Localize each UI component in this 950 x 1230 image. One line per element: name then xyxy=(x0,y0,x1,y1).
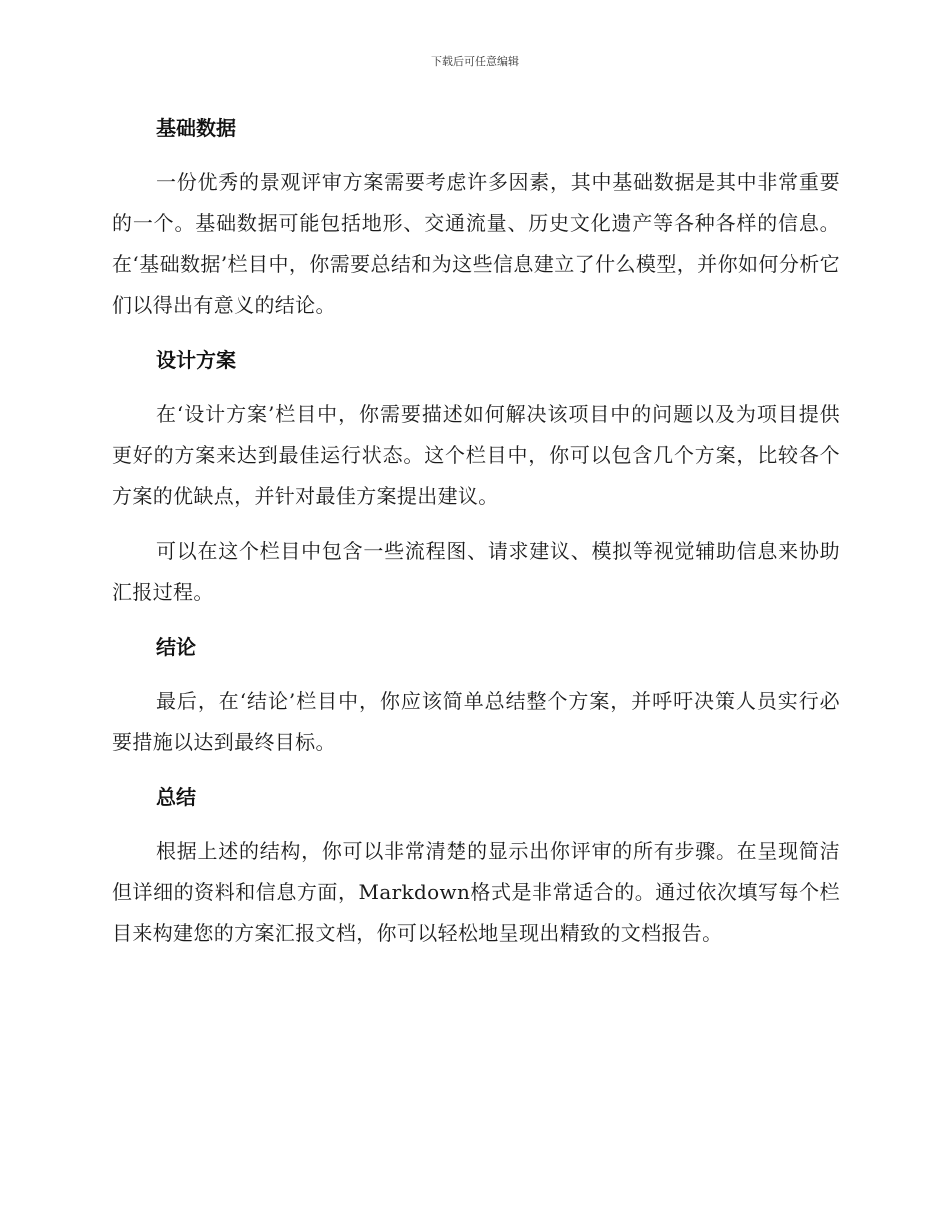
paragraph-summary: 根据上述的结构，你可以非常清楚的显示出你评审的所有步骤。在呈现简洁但详细的资料和信息方面，Markdown格式是非常适合的。通过依次填写每个栏目来构建您的方案汇报文档，你可以轻松地呈现出精致的文档报告。 xyxy=(112,839,840,945)
paragraph-conclusion: 最后，在‘结论’栏目中，你应该简单总结整个方案，并呼吁决策人员实行必要措施以达到最终目标。 xyxy=(112,689,840,754)
paragraph-design-plan-1: 在‘设计方案’栏目中，你需要描述如何解决该项目中的问题以及为项目提供更好的方案来达到最佳运行状态。这个栏目中，你可以包含几个方案，比较各个方案的优缺点，并针对最佳方案提出建议。 xyxy=(112,402,840,508)
paragraph-basic-data: 一份优秀的景观评审方案需要考虑许多因素，其中基础数据是其中非常重要的一个。基础数据可能包括地形、交通流量、历史文化遗产等各种各样的信息。在‘基础数据’栏目中，你需要总结和为这些信息建立了什么模型，并你如何分析它们以得出有意义的结论。 xyxy=(112,170,840,317)
section-heading-conclusion: 结论 xyxy=(156,635,196,659)
section-heading-design-plan: 设计方案 xyxy=(156,348,236,372)
document-body xyxy=(112,108,840,954)
section-heading-summary: 总结 xyxy=(156,785,196,809)
paragraph-design-plan-2: 可以在这个栏目中包含一些流程图、请求建议、模拟等视觉辅助信息来协助汇报过程。 xyxy=(112,539,840,604)
section-heading-basic-data: 基础数据 xyxy=(156,116,236,140)
page-header: 下载后可任意编辑 xyxy=(431,55,519,68)
